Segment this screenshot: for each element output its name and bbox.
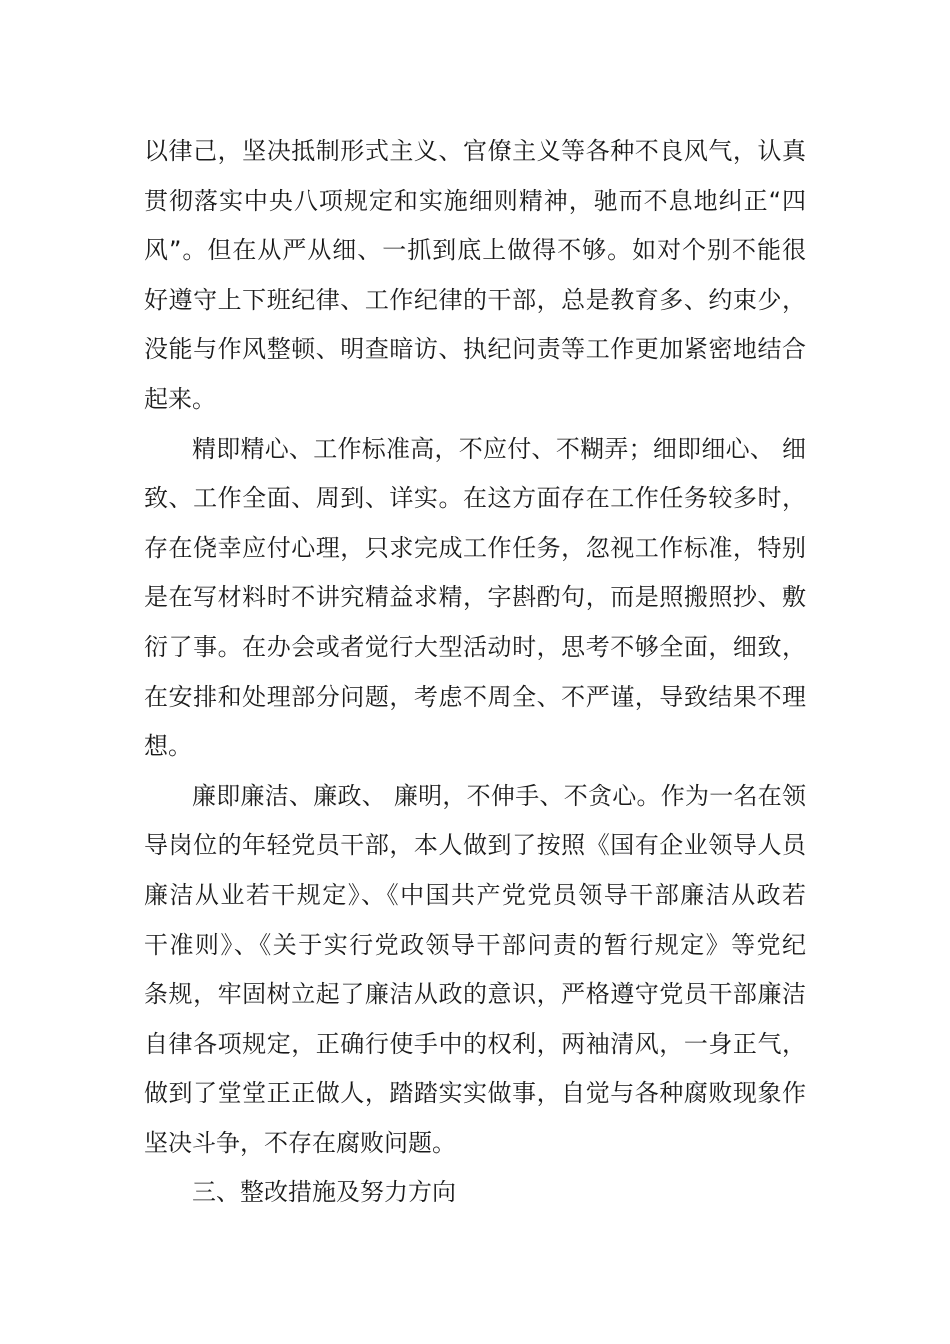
text-line: 风”。但在从严从细、一抓到底上做得不够。如对个别不能很: [144, 236, 806, 265]
text-line: 致、工作全面、周到、详实。在这方面存在工作任务较多时，: [144, 484, 806, 513]
paragraph-integrity: [144, 772, 806, 1169]
text-line: 干准则》、《关于实行党政领导干部问责的暂行规定》等党纪: [144, 930, 806, 959]
heading-rectification-measures: 三、整改措施及努力方向: [192, 1178, 456, 1207]
text-line: 廉即廉洁、廉政、 廉明，不伸手、不贪心。作为一名在领: [192, 781, 806, 810]
paragraph-precision: [144, 425, 806, 772]
text-line: 廉洁从业若干规定》、《中国共产党党员领导干部廉洁从政若: [144, 880, 806, 909]
text-line: 是在写材料时不讲究精益求精，字斟酌句，而是照搬照抄、敷: [144, 583, 806, 612]
text-line: 导岗位的年轻党员干部，本人做到了按照《国有企业领导人员: [144, 831, 806, 860]
text-line: 衍了事。在办会或者觉行大型活动时，思考不够全面，细致，: [144, 632, 806, 661]
text-line: 条规，牢固树立起了廉洁从政的意识，严格遵守党员干部廉洁: [144, 980, 806, 1009]
text-line: 想。: [144, 732, 192, 761]
text-line: 精即精心、工作标准高，不应付、不糊弄；细即细心、 细: [192, 434, 806, 463]
section-heading: [144, 1168, 806, 1218]
text-line: 存在侥幸应付心理，只求完成工作任务，忽视工作标准，特别: [144, 533, 806, 562]
text-line: 没能与作风整顿、明查暗访、执纪问责等工作更加紧密地结合: [144, 335, 806, 364]
document-body: [144, 127, 806, 1218]
text-line: 贯彻落实中央八项规定和实施细则精神，驰而不息地纠正“四: [144, 186, 806, 215]
text-line: 做到了堂堂正正做人，踏踏实实做事，自觉与各种腐败现象作: [144, 1079, 806, 1108]
text-line: 起来。: [144, 384, 216, 413]
text-line: 以律己，坚决抵制形式主义、官僚主义等各种不良风气，认真: [144, 137, 806, 165]
paragraph-discipline: [144, 127, 806, 425]
text-line: 自律各项规定，正确行使手中的权利，两袖清风，一身正气，: [144, 1029, 806, 1058]
text-line: 在安排和处理部分问题，考虑不周全、不严谨，导致结果不理: [144, 682, 806, 711]
text-line: 坚决斗争，不存在腐败问题。: [144, 1128, 456, 1157]
text-line: 好遵守上下班纪律、工作纪律的干部，总是教育多、约束少，: [144, 285, 806, 314]
